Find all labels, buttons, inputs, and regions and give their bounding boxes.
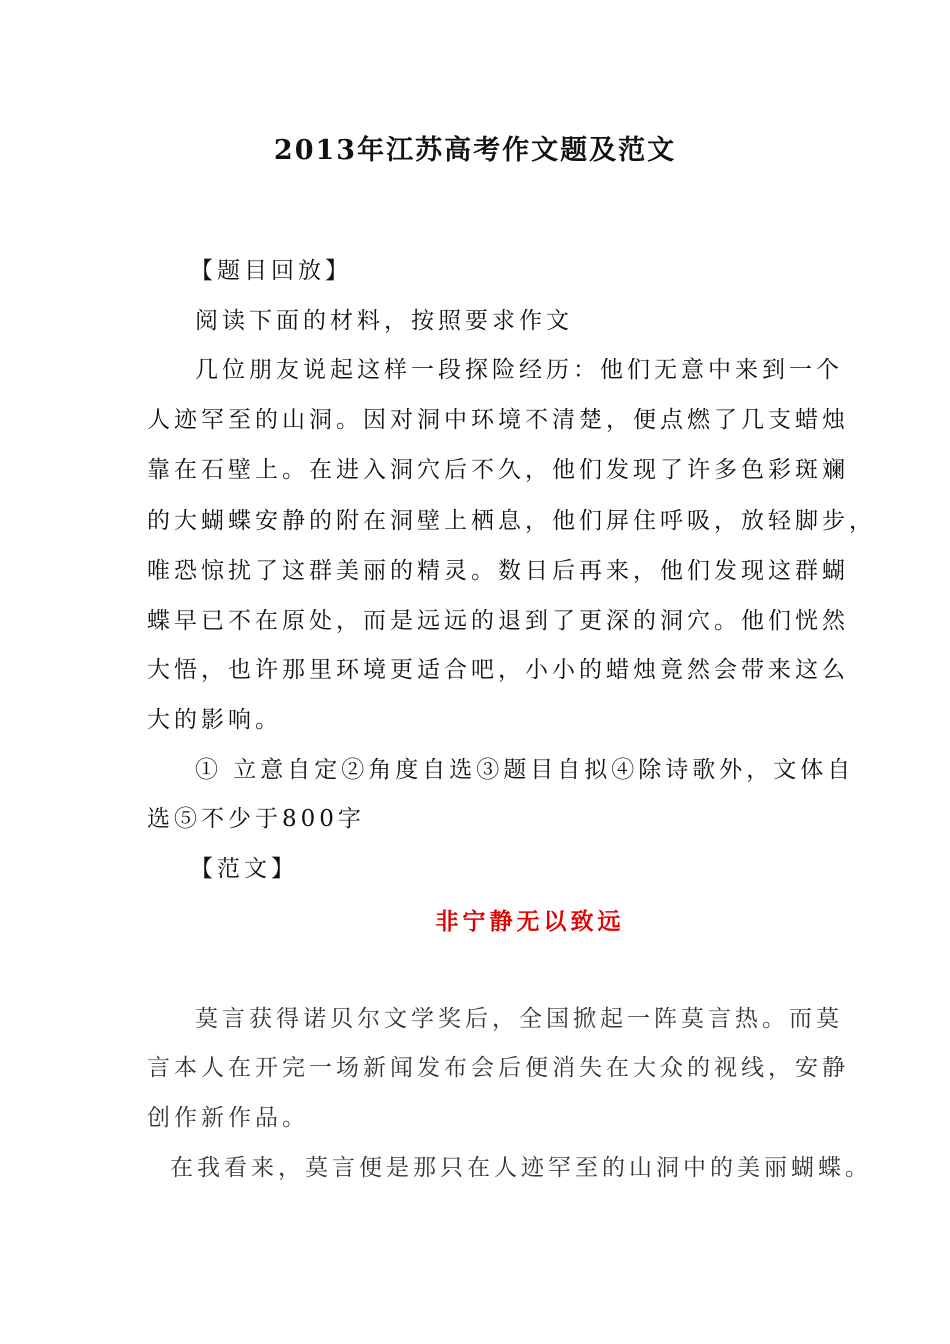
material-line: 蝶早已不在原处，而是远远的退到了更深的洞穴。他们恍然 — [147, 608, 849, 634]
document-title: 2013年江苏高考作文题及范文 — [273, 135, 677, 166]
material-line: 人迹罕至的山洞。因对洞中环境不清楚，便点燃了几支蜡烛 — [147, 407, 849, 433]
material-line: 靠在石壁上。在进入洞穴后不久，他们发现了许多色彩斑斓 — [147, 457, 849, 483]
prompt-section-header: 【题目回放】 — [190, 258, 352, 284]
essay-line: 创作新作品。 — [147, 1105, 309, 1131]
instruction-text: 阅读下面的材料，按照要求作文 — [195, 308, 573, 334]
essay-title: 非宁静无以致远 — [435, 908, 625, 935]
material-line: 的大蝴蝶安静的附在洞壁上栖息，他们屏住呼吸，放轻脚步， — [147, 508, 876, 534]
material-line: 大悟，也许那里环境更适合吧，小小的蜡烛竟然会带来这么 — [147, 657, 849, 683]
requirements-line: ① 立意自定②角度自选③题目自拟④除诗歌外，文体自 — [195, 757, 855, 783]
material-line: 唯恐惊扰了这群美丽的精灵。数日后再来，他们发现这群蝴 — [147, 558, 849, 584]
material-line: 大的影响。 — [147, 707, 282, 733]
essay-section-header: 【范文】 — [190, 856, 298, 882]
essay-line: 莫言获得诺贝尔文学奖后，全国掀起一阵莫言热。而莫 — [195, 1006, 843, 1032]
essay-line: 在我看来，莫言便是那只在人迹罕至的山洞中的美丽蝴蝶。 — [170, 1155, 872, 1181]
essay-line: 言本人在开完一场新闻发布会后便消失在大众的视线，安静 — [147, 1055, 849, 1081]
material-line: 几位朋友说起这样一段探险经历：他们无意中来到一个 — [195, 357, 843, 383]
requirements-line: 选⑤不少于800字 — [147, 806, 365, 832]
